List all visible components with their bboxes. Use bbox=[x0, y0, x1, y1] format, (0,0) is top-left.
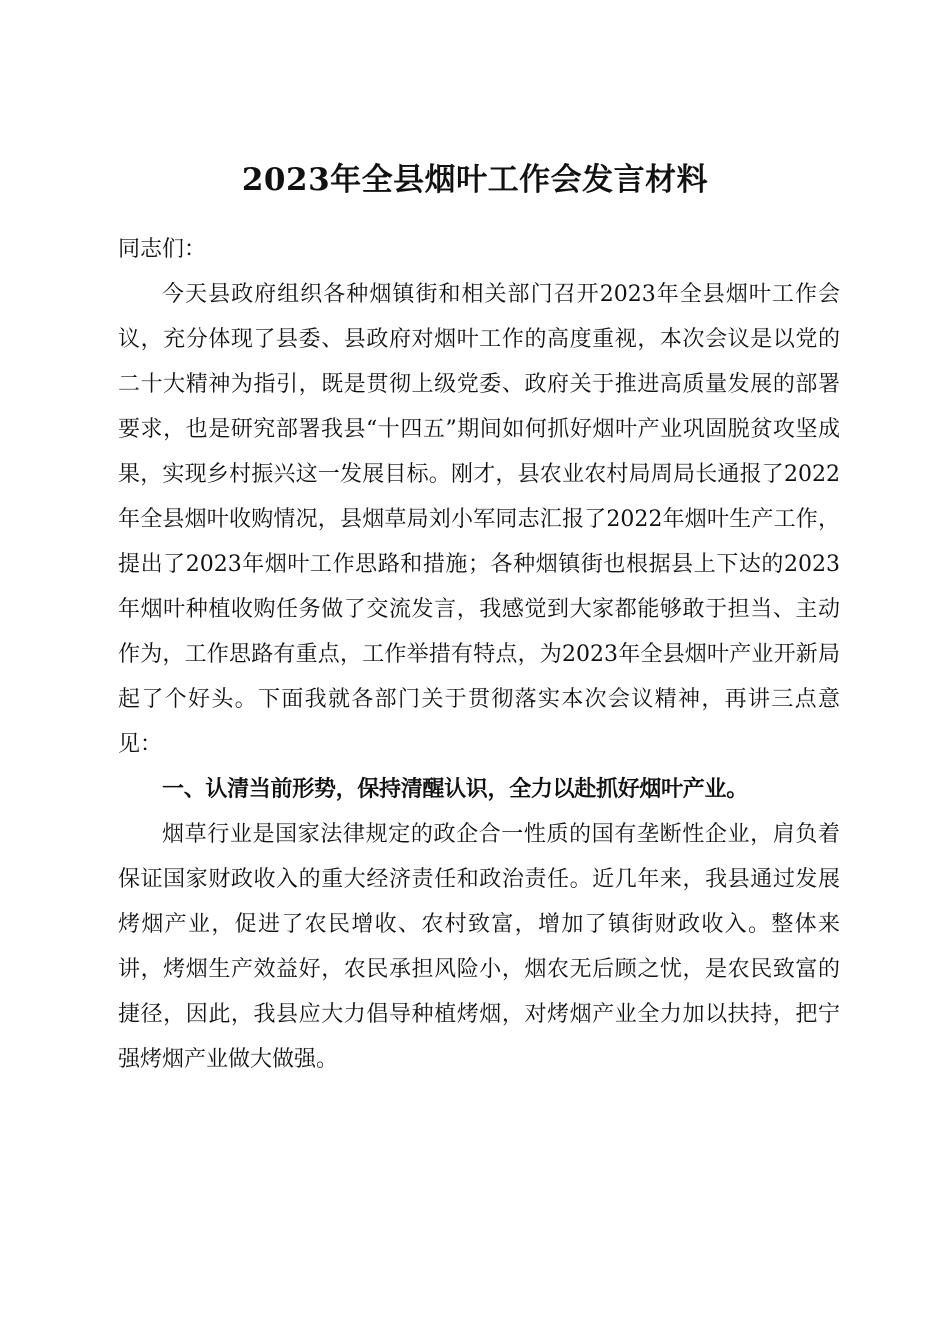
paragraph-tobacco-industry: 烟草行业是国家法律规定的政企合一性质的国有垄断性企业，肩负着保证国家财政收入的重大经济责任和政治责任。近几年来，我县通过发展烤烟产业，促进了农民增收、农村致富，增加了镇街财政收入。整体来讲，烤烟生产效益好，农民承担风险小，烟农无后顾之忧，是农民致富的捷径，因此，我县应大力倡导种植烤烟，对烤烟产业全力加以扶持，把宁强烤烟产业做大做强。 bbox=[118, 822, 840, 1072]
document-title: 2023年全县烟叶工作会发言材料 bbox=[241, 161, 709, 198]
salutation: 同志们： bbox=[118, 237, 207, 262]
section-heading-1: 一、认清当前形势，保持清醒认识，全力以赴抓好烟叶产业。 bbox=[162, 777, 748, 802]
document-body bbox=[118, 227, 840, 1082]
paragraph-intro: 今天县政府组织各种烟镇街和相关部门召开2023年全县烟叶工作会议，充分体现了县委、县政府对烟叶工作的高度重视，本次会议是以党的二十大精神为指引，既是贯彻上级党委、政府关于推进高质量发展的部署要求，也是研究部署我县“十四五”期间如何抓好烟叶产业巩固脱贫攻坚成果，实现乡村振兴这一发展目标。刚才，县农业农村局周局长通报了2022年全县烟叶收购情况，县烟草局刘小军同志汇报了2022年烟叶生产工作，提出了2023年烟叶工作思路和措施；各种烟镇街也根据县上下达的2023年烟叶种植收购任务做了交流发言，我感觉到大家都能够敢于担当、主动作为，工作思路有重点，工作举措有特点，为2023年全县烟叶产业开新局起了个好头。下面我就各部门关于贯彻落实本次会议精神，再讲三点意见： bbox=[118, 282, 840, 757]
